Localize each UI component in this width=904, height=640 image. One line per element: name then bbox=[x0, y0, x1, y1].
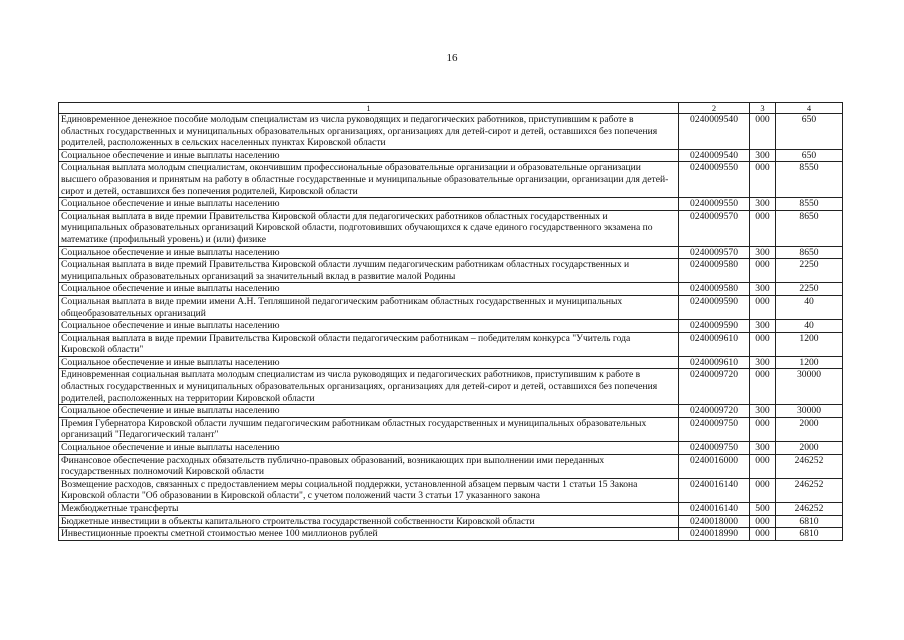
row-name-cell: Социальная выплата в виде премии имени А.Н. Тепляшиной педагогическим работникам областных государственных и муниципальных общеобразовательных организаций bbox=[59, 295, 679, 319]
row-code-cell: 0240009610 bbox=[679, 356, 750, 369]
row-code-cell: 0240009720 bbox=[679, 369, 750, 405]
row-type-cell: 000 bbox=[750, 114, 776, 150]
table-row bbox=[59, 114, 843, 150]
row-amount-cell: 1200 bbox=[776, 332, 843, 356]
table-row bbox=[59, 417, 843, 441]
row-name-cell: Социальное обеспечение и иные выплаты населению bbox=[59, 405, 679, 418]
row-name-cell: Социальная выплата в виде премии Правительства Кировской области педагогическим работникам – победителям конкурса "Учитель года Кировской области" bbox=[59, 332, 679, 356]
row-amount-cell: 40 bbox=[776, 295, 843, 319]
row-type-cell: 300 bbox=[750, 405, 776, 418]
table-row bbox=[59, 259, 843, 283]
row-code-cell: 0240018990 bbox=[679, 528, 750, 541]
row-name-cell: Премия Губернатора Кировской области лучшим педагогическим работникам областных государственных и муниципальных образовательных организаций "Педагогический талант" bbox=[59, 417, 679, 441]
row-name-cell: Единовременная социальная выплата молодым специалистам из числа руководящих и педагогических работников, приступившим к работе в областных государственных и муниципальных образовательных организациях, организациях для детей-сирот и детей, оставшихся без попечения родителей, расположенных на территории Кировской области bbox=[59, 369, 679, 405]
row-name-cell: Социальное обеспечение и иные выплаты населению bbox=[59, 198, 679, 211]
row-name-cell: Финансовое обеспечение расходных обязательств публично-правовых образований, возникающих при выполнении ими переданных государственных полномочий Кировской области bbox=[59, 454, 679, 478]
row-type-cell: 000 bbox=[750, 210, 776, 246]
row-type-cell: 000 bbox=[750, 332, 776, 356]
row-code-cell: 0240009570 bbox=[679, 210, 750, 246]
table-row bbox=[59, 503, 843, 516]
row-name-cell: Социальное обеспечение и иные выплаты населению bbox=[59, 356, 679, 369]
row-type-cell: 000 bbox=[750, 259, 776, 283]
row-code-cell: 0240009550 bbox=[679, 162, 750, 198]
row-code-cell: 0240009590 bbox=[679, 320, 750, 333]
row-code-cell: 0240009610 bbox=[679, 332, 750, 356]
row-amount-cell: 8550 bbox=[776, 162, 843, 198]
row-type-cell: 300 bbox=[750, 198, 776, 211]
row-amount-cell: 30000 bbox=[776, 405, 843, 418]
header-col-4: 4 bbox=[776, 103, 843, 114]
row-type-cell: 300 bbox=[750, 149, 776, 162]
table-body bbox=[59, 114, 843, 541]
table-row bbox=[59, 369, 843, 405]
row-code-cell: 0240016140 bbox=[679, 503, 750, 516]
row-type-cell: 300 bbox=[750, 283, 776, 296]
header-col-1: 1 bbox=[59, 103, 679, 114]
row-type-cell: 000 bbox=[750, 528, 776, 541]
page-number: 16 bbox=[446, 52, 458, 64]
row-amount-cell: 40 bbox=[776, 320, 843, 333]
row-type-cell: 000 bbox=[750, 417, 776, 441]
row-code-cell: 0240009540 bbox=[679, 114, 750, 150]
row-amount-cell: 246252 bbox=[776, 503, 843, 516]
row-name-cell: Возмещение расходов, связанных с предоставлением меры социальной поддержки, установленной абзацем первым части 1 статьи 15 Закона Кировской области "Об образовании в Кировской области", с учетом положений части 3 статьи 17 указанного закона bbox=[59, 478, 679, 502]
table-row bbox=[59, 149, 843, 162]
row-name-cell: Единовременное денежное пособие молодым специалистам из числа руководящих и педагогических работников, приступившим к работе в областных государственных и муниципальных образовательных организациях, организациях для детей-сирот и детей, оставшихся без попечения родителей, расположенных в сельских населенных пунктах Кировской области bbox=[59, 114, 679, 150]
table-row bbox=[59, 515, 843, 528]
row-name-cell: Межбюджетные трансферты bbox=[59, 503, 679, 516]
table-row bbox=[59, 295, 843, 319]
row-name-cell: Социальная выплата молодым специалистам, окончившим профессиональные образовательные организации и образовательные организации высшего образования и принятым на работу в областные государственные и муниципальные образовательные организации, организации для детей-сирот и детей, оставшихся без попечения родителей, Кировской области bbox=[59, 162, 679, 198]
table-row bbox=[59, 283, 843, 296]
table-row bbox=[59, 454, 843, 478]
row-code-cell: 0240009750 bbox=[679, 417, 750, 441]
row-amount-cell: 246252 bbox=[776, 478, 843, 502]
row-type-cell: 500 bbox=[750, 503, 776, 516]
row-code-cell: 0240009580 bbox=[679, 259, 750, 283]
row-name-cell: Социальное обеспечение и иные выплаты населению bbox=[59, 320, 679, 333]
row-amount-cell: 2250 bbox=[776, 283, 843, 296]
row-name-cell: Бюджетные инвестиции в объекты капитального строительства государственной собственности Кировской области bbox=[59, 515, 679, 528]
table-row bbox=[59, 356, 843, 369]
row-type-cell: 000 bbox=[750, 162, 776, 198]
row-amount-cell: 8650 bbox=[776, 246, 843, 259]
table-row bbox=[59, 246, 843, 259]
row-amount-cell: 8650 bbox=[776, 210, 843, 246]
row-code-cell: 0240009570 bbox=[679, 246, 750, 259]
row-type-cell: 000 bbox=[750, 295, 776, 319]
row-amount-cell: 2000 bbox=[776, 442, 843, 455]
table-row bbox=[59, 442, 843, 455]
row-code-cell: 0240009550 bbox=[679, 198, 750, 211]
budget-table bbox=[58, 102, 843, 541]
row-code-cell: 0240016140 bbox=[679, 478, 750, 502]
row-type-cell: 000 bbox=[750, 454, 776, 478]
row-amount-cell: 6810 bbox=[776, 528, 843, 541]
table-row bbox=[59, 528, 843, 541]
row-code-cell: 0240016000 bbox=[679, 454, 750, 478]
row-amount-cell: 2250 bbox=[776, 259, 843, 283]
table-row bbox=[59, 162, 843, 198]
row-type-cell: 300 bbox=[750, 442, 776, 455]
row-amount-cell: 2000 bbox=[776, 417, 843, 441]
table-row bbox=[59, 198, 843, 211]
row-amount-cell: 6810 bbox=[776, 515, 843, 528]
row-code-cell: 0240009750 bbox=[679, 442, 750, 455]
row-name-cell: Социальное обеспечение и иные выплаты населению bbox=[59, 246, 679, 259]
header-col-3: 3 bbox=[750, 103, 776, 114]
row-type-cell: 000 bbox=[750, 369, 776, 405]
row-code-cell: 0240009590 bbox=[679, 295, 750, 319]
table-row bbox=[59, 210, 843, 246]
row-amount-cell: 30000 bbox=[776, 369, 843, 405]
row-amount-cell: 1200 bbox=[776, 356, 843, 369]
header-col-2: 2 bbox=[679, 103, 750, 114]
header-row bbox=[59, 103, 843, 114]
row-code-cell: 0240009540 bbox=[679, 149, 750, 162]
row-name-cell: Инвестиционные проекты сметной стоимостью менее 100 миллионов рублей bbox=[59, 528, 679, 541]
row-type-cell: 000 bbox=[750, 478, 776, 502]
table-row bbox=[59, 332, 843, 356]
row-amount-cell: 246252 bbox=[776, 454, 843, 478]
row-name-cell: Социальное обеспечение и иные выплаты населению bbox=[59, 283, 679, 296]
row-name-cell: Социальное обеспечение и иные выплаты населению bbox=[59, 149, 679, 162]
table-row bbox=[59, 405, 843, 418]
row-code-cell: 0240018000 bbox=[679, 515, 750, 528]
table-row bbox=[59, 320, 843, 333]
row-code-cell: 0240009580 bbox=[679, 283, 750, 296]
row-type-cell: 300 bbox=[750, 320, 776, 333]
row-amount-cell: 8550 bbox=[776, 198, 843, 211]
row-type-cell: 000 bbox=[750, 515, 776, 528]
row-type-cell: 300 bbox=[750, 246, 776, 259]
row-name-cell: Социальная выплата в виде премии Правительства Кировской области для педагогических работников областных государственных и муниципальных образовательных организаций Кировской области, подготовивших обучающихся к сдаче единого государственного экзамена по математике (профильный уровень) и (или) физике bbox=[59, 210, 679, 246]
row-name-cell: Социальная выплата в виде премий Правительства Кировской области лучшим педагогическим работникам областных государственных и муниципальных образовательных организаций за значительный вклад в развитие малой Родины bbox=[59, 259, 679, 283]
table-row bbox=[59, 478, 843, 502]
row-type-cell: 300 bbox=[750, 356, 776, 369]
row-name-cell: Социальное обеспечение и иные выплаты населению bbox=[59, 442, 679, 455]
row-amount-cell: 650 bbox=[776, 114, 843, 150]
row-amount-cell: 650 bbox=[776, 149, 843, 162]
row-code-cell: 0240009720 bbox=[679, 405, 750, 418]
